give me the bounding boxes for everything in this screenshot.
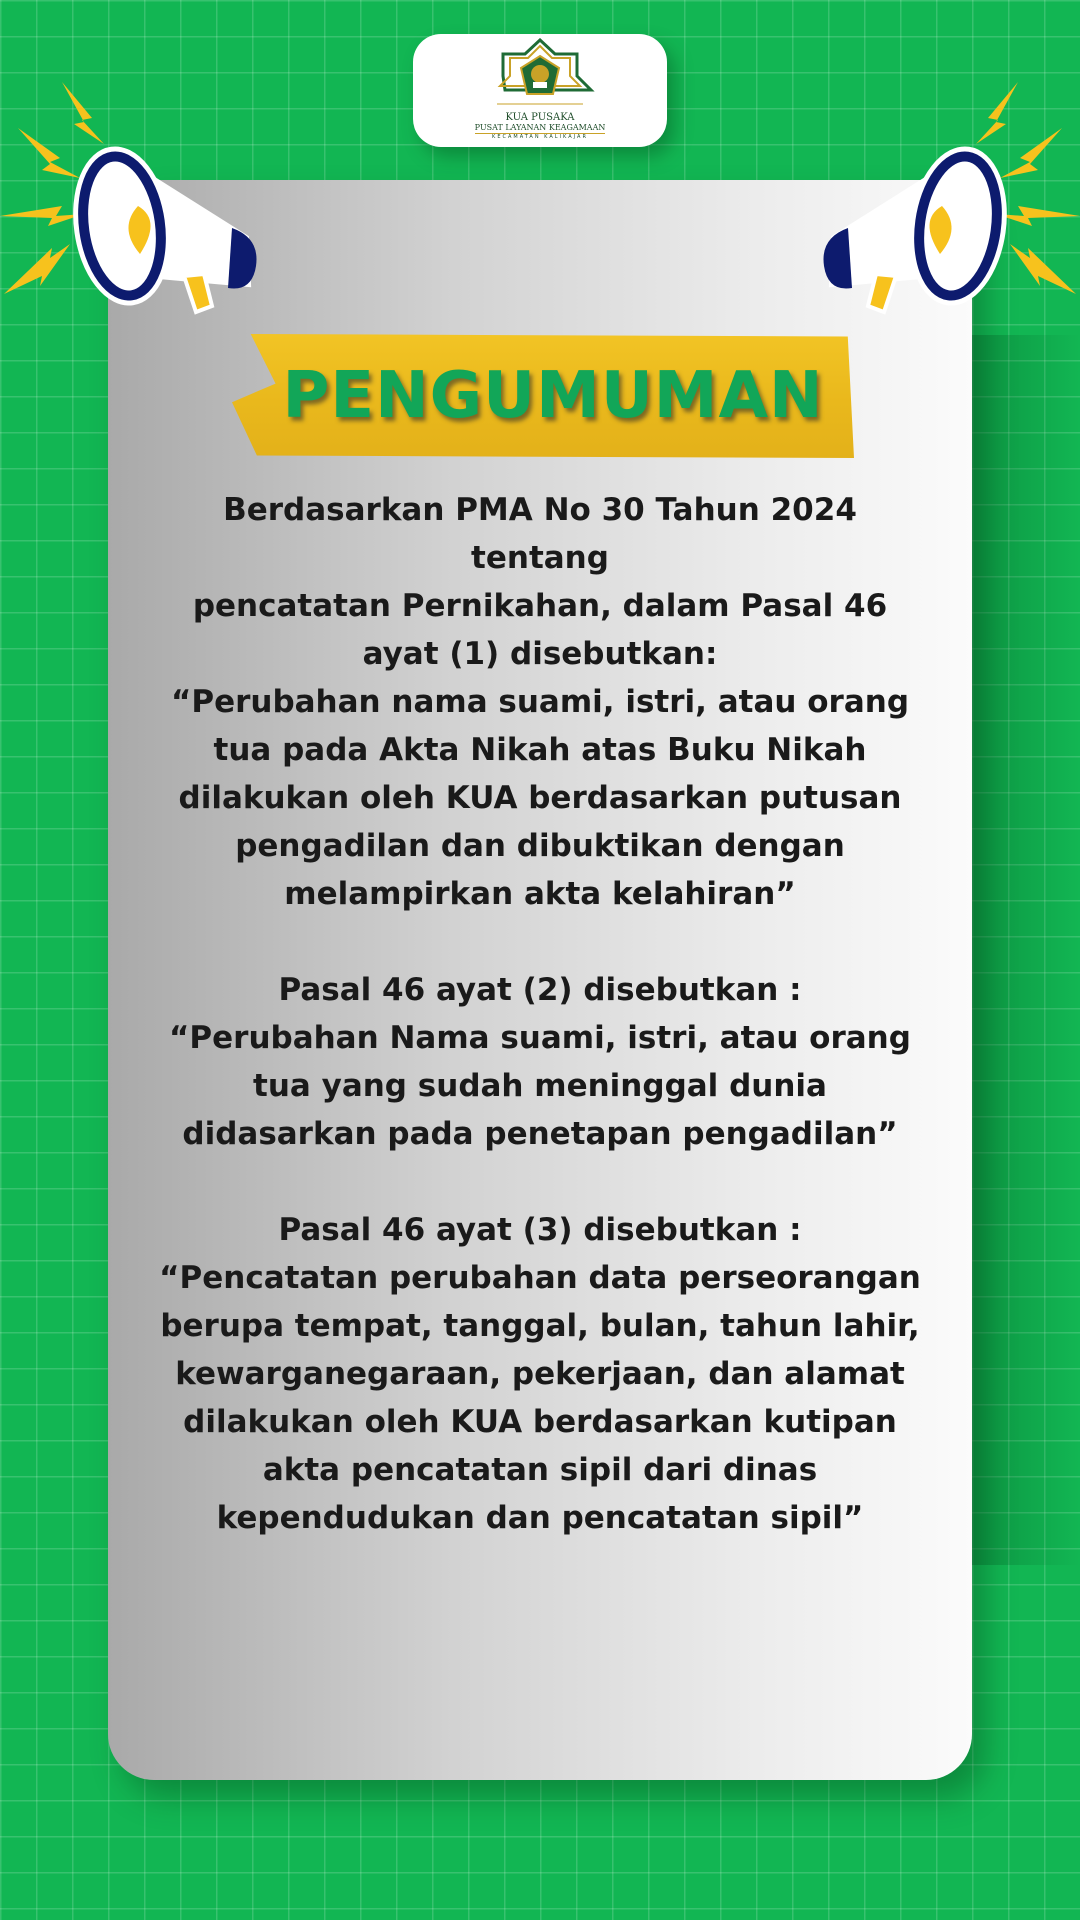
background-shadow xyxy=(960,335,1080,1565)
text-line: Berdasarkan PMA No 30 Tahun 2024 xyxy=(223,492,857,528)
megaphone-icon xyxy=(0,78,260,318)
text-line: “Perubahan Nama suami, istri, atau orang xyxy=(169,1020,911,1056)
text-line: dilakukan oleh KUA berdasarkan kutipan xyxy=(183,1404,897,1440)
text-line: kependudukan dan pencatatan sipil” xyxy=(216,1500,864,1536)
logo-title: KUA PUSAKA xyxy=(505,112,575,123)
text-line: berupa tempat, tanggal, bulan, tahun lahir, xyxy=(160,1308,920,1344)
logo-location: KECAMATAN KALIKAJAR xyxy=(492,134,588,140)
logo-subtitle: PUSAT LAYANAN KEAGAMAAN xyxy=(474,123,606,132)
text-line: pencatatan Pernikahan, dalam Pasal 46 xyxy=(192,588,888,624)
text-line: kewarganegaraan, pekerjaan, dan alamat xyxy=(175,1356,905,1392)
logo-badge xyxy=(413,34,667,147)
kemenag-emblem-icon xyxy=(475,38,605,116)
text-line: melampirkan akta kelahiran” xyxy=(284,876,796,912)
text-line: “Perubahan nama suami, istri, atau orang xyxy=(170,684,910,720)
text-line: ayat (1) disebutkan: xyxy=(362,636,718,672)
text-line: tua pada Akta Nikah atas Buku Nikah xyxy=(213,732,867,768)
text-line: Pasal 46 ayat (2) disebutkan : xyxy=(278,972,802,1008)
text-line: akta pencatatan sipil dari dinas xyxy=(262,1452,818,1488)
announcement-text xyxy=(130,486,950,1542)
megaphone-icon xyxy=(820,78,1080,318)
text-line: tua yang sudah meninggal dunia xyxy=(253,1068,827,1104)
text-line: tentang xyxy=(471,540,609,576)
text-line: “Pencatatan perubahan data perseorangan xyxy=(159,1260,921,1296)
spacer xyxy=(130,918,950,966)
text-line: pengadilan dan dibuktikan dengan xyxy=(235,828,845,864)
text-line: didasarkan pada penetapan pengadilan” xyxy=(182,1116,898,1152)
page-title: PENGUMUMAN xyxy=(282,359,824,433)
text-line: dilakukan oleh KUA berdasarkan putusan xyxy=(178,780,902,816)
text-line: Pasal 46 ayat (3) disebutkan : xyxy=(278,1212,802,1248)
spacer xyxy=(130,1158,950,1206)
